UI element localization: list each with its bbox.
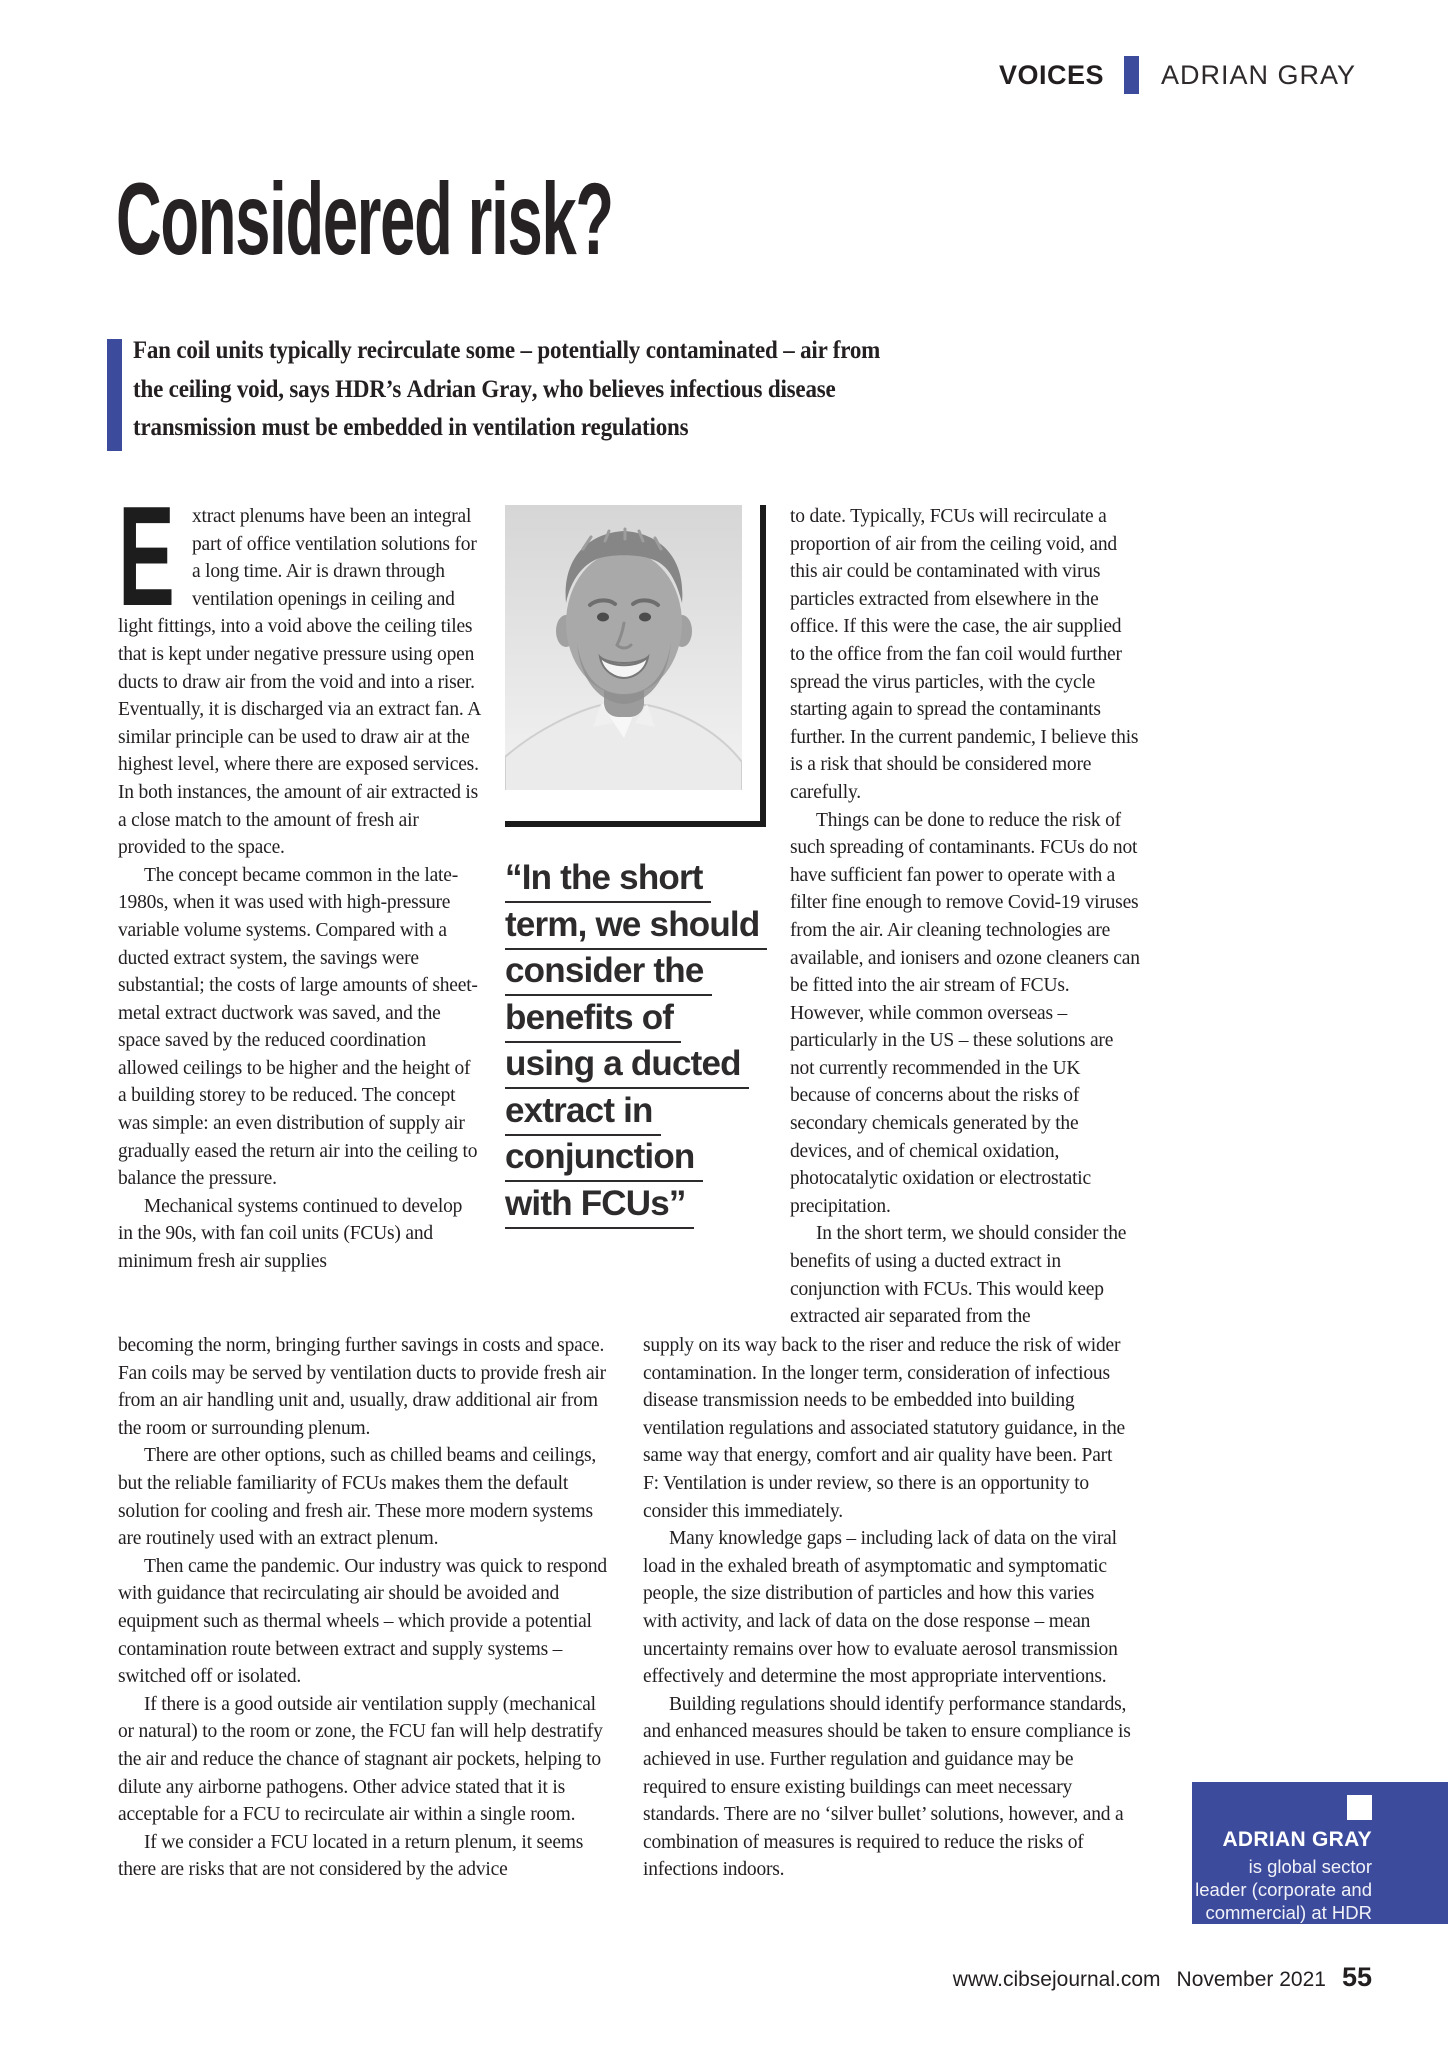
- standfirst-text: the ceiling void, says HDR’s: [133, 375, 407, 403]
- body-paragraph: The concept became common in the late-1980s, when it was used with high-pressure variable volume systems. Compared with a ducted extract system, the savings were substantial; the costs of large amounts of sheet-metal extract ductwork was saved, and the space saved by the reduced coordination allowed ceilings to be higher and the height of a building storey to be reduced. The concept was simple: an even distribution of supply air gradually eased the return air into the ceiling to balance the pressure.: [118, 864, 478, 1190]
- body-paragraph: [118, 477, 481, 862]
- body-paragraph: to date. Typically, FCUs will recirculate a proportion of air from the ceiling void, and this air could be contaminated with virus particles extracted from elsewhere in the office. If this were the case, the air supplied to the office from the fan coil would further spread the virus particles, with the cycle starting again to spread the contaminants further. In the current pandemic, I believe this is a risk that should be considered more carefully.: [790, 506, 1139, 803]
- standfirst-accent-bar: [107, 339, 122, 451]
- standfirst-line: transmission must be embedded in ventilation regulations: [133, 414, 689, 441]
- footer-issue-date: November 2021: [1176, 1968, 1326, 1991]
- body-paragraph: There are other options, such as chilled beams and ceilings, but the reliable familiarity of FCUs makes them the default solution for cooling and fresh air. These more modern systems are routinely used with an extract plenum.: [118, 1445, 597, 1550]
- pull-quote-line: [505, 951, 785, 998]
- body-paragraph: Then came the pandemic. Our industry was quick to respond with guidance that recirculating air should be avoided and equipment such as thermal wheels – which provide a potential contamination route between extract and supply systems – switched off or isolated.: [118, 1555, 607, 1688]
- section-label: VOICES: [998, 59, 1104, 90]
- pull-quote-line: [505, 1044, 785, 1091]
- article-title: Considered risk?: [116, 162, 613, 276]
- author-box-bio-line: commercial) at HDR: [1205, 1902, 1372, 1923]
- page-header: [999, 56, 1356, 94]
- body-paragraph: becoming the norm, bringing further savings in costs and space. Fan coils may be served by ventilation ducts to provide fresh air from an air handling unit and, usually, draw additional air from the room or surrounding plenum.: [118, 1335, 606, 1439]
- author-box-bio-line: leader (corporate and: [1195, 1879, 1372, 1900]
- body-paragraph: If there is a good outside air ventilation supply (mechanical or natural) to the room or zone, the FCU fan will help destratify the air and reduce the chance of stagnant air pockets, helping to dilute any airborne pathogens. Other advice stated that it is acceptable for a FCU to recirculate air within a single room.: [118, 1693, 603, 1826]
- page-footer: [953, 1962, 1372, 1993]
- standfirst-text: , who believes infectious disease: [531, 375, 836, 403]
- pull-quote-text: conjunction: [505, 1137, 703, 1182]
- pull-quote-text: consider the: [505, 951, 712, 996]
- pull-quote-text: with FCUs”: [505, 1184, 694, 1229]
- author-box-bio-line: is global sector: [1248, 1856, 1372, 1877]
- body-paragraph: supply on its way back to the riser and reduce the risk of wider contamination. In the longer term, consideration of infectious disease transmission needs to be embedded into building ventilation regulations and associated statutory guidance, in the same way that energy, comfort and air quality have been. Part F: Ventilation is under review, so there is an opportunity to consider this immediately.: [643, 1335, 1125, 1522]
- body-paragraph: Mechanical systems continued to develop in the 90s, with fan coil units (FCUs) and minimum fresh air supplies: [118, 1195, 463, 1273]
- pull-quote-text: using a ducted: [505, 1044, 749, 1089]
- portrait-photo: [505, 505, 742, 790]
- author-box-name: ADRIAN GRAY: [1222, 1828, 1372, 1851]
- pull-quote-text: “In the short: [505, 858, 711, 903]
- column-right-bottom: [643, 1332, 1131, 1884]
- body-text: xtract plenums have been an integral part of office ventilation solutions for a long time. Air is drawn through ventilation openings in ceiling and light fittings, into a void above the ceiling tiles that is kept under negative pressure using open ducts to draw air from the void and into a riser. Eventually, it is discharged via an extract fan. A similar principle can be used to draw air at the highest level, where there are exposed services. In both instances, the amount of air extracted is a close match to the amount of fresh air provided to the space.: [118, 506, 481, 859]
- author-box-content: [1186, 1795, 1372, 1924]
- body-paragraph: In the short term, we should consider the benefits of using a ducted extract in conjunction with FCUs. This would keep extracted air separated from the: [790, 1223, 1127, 1328]
- body-paragraph: If we consider a FCU located in a return plenum, it seems there are risks that are not considered by the advice: [118, 1831, 584, 1881]
- pull-quote-text: extract in: [505, 1091, 661, 1136]
- column-left-top: [118, 477, 481, 1276]
- pull-quote-line: [505, 1137, 785, 1184]
- body-paragraph: Building regulations should identify performance standards, and enhanced measures should be taken to ensure compliance is achieved in use. Further regulation and guidance may be required to ensure existing buildings can meet necessary standards. There are no ‘silver bullet’ solutions, however, and a combination of measures is required to reduce the risks of infections indoors.: [643, 1693, 1131, 1881]
- standfirst: [133, 332, 880, 448]
- standfirst-author-name: Adrian Gray: [406, 375, 532, 403]
- footer-website-url: www.cibsejournal.com: [952, 1968, 1161, 1991]
- portrait-photo-image: [505, 505, 742, 790]
- pull-quote-line: [505, 1091, 785, 1138]
- pull-quote-line: [505, 905, 785, 952]
- column-left-bottom: [118, 1332, 610, 1884]
- footer-page-number: 55: [1341, 1962, 1372, 1992]
- pull-quote-line: [505, 1184, 785, 1231]
- pull-quote-text: benefits of: [505, 998, 681, 1043]
- author-box: [1192, 1782, 1448, 1924]
- body-paragraph: Many knowledge gaps – including lack of data on the viral load in the exhaled breath of asymptomatic and symptomatic people, the size distribution of particles and how this varies with activity, and lack of data on the dose response – mean uncertainty remains over how to evaluate aerosol transmission effectively and determine the most appropriate interventions.: [643, 1528, 1118, 1688]
- section-divider-bar: [1124, 56, 1139, 94]
- standfirst-line: Fan coil units typically recirculate some – potentially contaminated – air from: [133, 337, 881, 364]
- pull-quote-line: [505, 858, 785, 905]
- pull-quote: [505, 858, 785, 1230]
- column-right-top: [790, 503, 1140, 1331]
- drop-cap: E: [118, 477, 175, 636]
- author-box-square-icon: [1347, 1795, 1372, 1820]
- pull-quote-text: term, we should: [505, 905, 767, 950]
- pull-quote-line: [505, 998, 785, 1045]
- body-paragraph: Things can be done to reduce the risk of such spreading of contaminants. FCUs do not have sufficient fan power to operate with a filter fine enough to remove Covid-19 viruses from the air. Air cleaning technologies are available, and ionisers and ozone cleaners can be fitted into the air stream of FCUs. However, while common overseas – particularly in the US – these solutions are not currently recommended in the UK because of concerns about the risks of secondary chemicals generated by the devices, and of chemical oxidation, photocatalytic oxidation or electrostatic precipitation.: [790, 809, 1140, 1217]
- standfirst-line: [133, 371, 880, 410]
- header-author-name: ADRIAN GRAY: [1160, 59, 1356, 90]
